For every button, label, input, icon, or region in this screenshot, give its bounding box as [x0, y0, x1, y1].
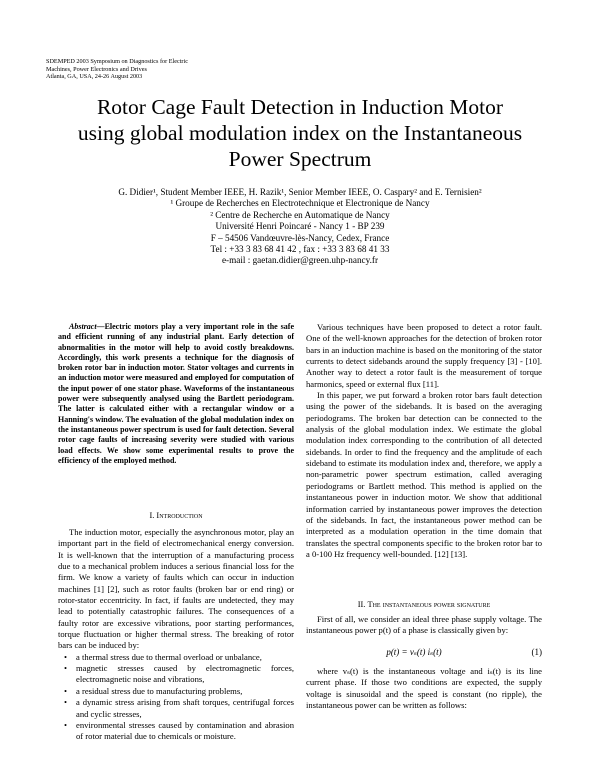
conference-header — [46, 58, 188, 81]
section-2-body — [306, 614, 542, 711]
affiliation-2: ² Centre de Recherche en Automatique de Nancy — [210, 209, 390, 220]
title-line-1: Rotor Cage Fault Detection in Induction Motor — [96, 95, 504, 119]
paragraph: In this paper, we put forward a broken rotor bars fault detection using the power of the sidebands. It is based on the averaging periodograms. The broken bar detection can be connected to the analysis of the global modulation index. We estimate the global modulation index corresponding to the contribution of all detected sidebands. In order to find the frequency and the amplitude of each sideband to estimate its modulation index and, therefore, we apply a non-parametric power spectrum estimation, called averaging periodograms or Bartlett method. This method is applied on the instantaneous power in induction motor. We show that additional information carried by instantaneous power improves the detection of the sidebands. In fact, the instantaneous power method can be interpreted as a modulation operation in the time domain that translates the spectral components specific to the broken rotor bar to a 0-100 Hz frequency well-bounded. [12] [13]. — [306, 390, 542, 559]
title-line-2: using global modulation index on the Instantaneous — [77, 121, 523, 145]
abstract — [58, 322, 294, 466]
list-item: • a dynamic stress arising from shaft torques, centrifugal forces and cyclic stresses, — [76, 697, 294, 720]
list-item: • a residual stress due to manufacturing problems, — [76, 686, 294, 697]
list-item: • magnetic stresses caused by electromagnetic forces, electromagnetic noise and vibrations, — [76, 663, 294, 686]
section-2-title: The instantaneous power signature — [367, 600, 491, 609]
author-names: G. Didier¹, Student Member IEEE, H. Razik¹, Senior Member IEEE, O. Caspary² and E. Ternisien² — [118, 187, 482, 197]
equation-formula: p(t) = vₛ(t) iₛ(t) — [386, 646, 442, 657]
abstract-text: Electric motors play a very important role in the safe and efficient running of any industrial plant. Early detection of abnormalities in the motor will help to avoid costly breakdowns. Accordingly, this work presents a technique for the diagnosis of broken rotor bar in induction motor. Stator voltages and currents in an induction motor were measured and employed for computation of the input power of one stator phase. Waveforms of the instantaneous power were subsequently analysed using the Bartlett periodogram. The latter is calculated either with a rectangular window or a Hanning's window. The evaluation of the global modulation index on the instantaneous power spectrum is used for fault detection. Several rotor cage faults of increasing severity were studied with various load effects. We show some experimental results to prove the efficiency of the employed method. — [58, 322, 294, 465]
conference-line-3: Atlanta, GA, USA, 24-26 August 2003 — [46, 73, 143, 81]
section-1-number: I. — [149, 511, 157, 520]
equation-number: (1) — [531, 646, 542, 657]
conference-line-1: SDEMPED 2003 Symposium on Diagnostics for Electric — [46, 58, 188, 65]
paper-title — [40, 94, 560, 172]
list-item: • environmental stresses caused by contamination and abrasion of rotor material due to chemicals or moisture. — [76, 720, 294, 743]
title-line-3: Power Spectrum — [228, 147, 372, 171]
affiliation-1: ¹ Groupe de Recherches en Electrotechnique et Electronique de Nancy — [170, 198, 430, 209]
introduction-body — [58, 527, 294, 743]
section-1-heading — [58, 511, 294, 520]
university: Université Henri Poincaré - Nancy 1 - BP 239 — [215, 221, 385, 232]
abstract-label: Abstract— — [69, 322, 105, 331]
right-column-intro — [306, 322, 542, 560]
section-1-title: Introduction — [156, 511, 203, 520]
conference-line-2: Machines, Power Electronics and Drives — [46, 65, 147, 73]
paragraph: where vₛ(t) is the instantaneous voltage and iₛ(t) is its line current phase. If those two conditions are expected, the supply voltage is sinusoidal and the speed is constant (no ripple), the instantaneous power can be written as follows: — [306, 666, 542, 711]
email-address: e-mail : gaetan.didier@green.uhp-nancy.fr — [221, 255, 379, 266]
section-2-number: II. — [357, 600, 368, 609]
list-item: • a thermal stress due to thermal overload or unbalance, — [76, 652, 294, 663]
paragraph: Various techniques have been proposed to detect a rotor fault. One of the well-known approaches for the detection of broken rotor bars in an induction machine is based on the monitoring of the stator currents to detect sidebands around the supply frequency [3] - [10]. Another way to detect a rotor fault is the measurement of torque harmonics, speed or external flux [11]. — [306, 322, 542, 389]
equation-1 — [306, 647, 542, 658]
paragraph: First of all, we consider an ideal three phase supply voltage. The instantaneous power p(t) of a phase is classically given by: — [306, 614, 542, 636]
phone-fax: Tel : +33 3 83 68 41 42 , fax : +33 3 83 68 41 33 — [210, 244, 390, 255]
stress-list — [58, 652, 294, 743]
author-block — [40, 187, 560, 267]
section-2-heading — [306, 600, 542, 609]
intro-paragraph: The induction motor, especially the asynchronous motor, play an important part in the field of electromechanical energy conversion. It is well-known that the interruption of a manufacturing process due to a mechanical problem induces a serious financial loss for the firm. We know a variety of faults which can occur in induction machines [1] [2], such as rotor faults (broken bar or end ring) or rotor-stator eccentricity. In fact, if faults are undetected, they may lead to potentially catastrophic failures. The consequences of a faulty rotor are excessive vibrations, poor starting performances, torque fluctuation or higher thermal stress. The breaking of rotor bars can be induced by: — [58, 527, 294, 651]
city-address: F – 54506 Vandœuvre-lès-Nancy, Cedex, France — [210, 232, 390, 243]
